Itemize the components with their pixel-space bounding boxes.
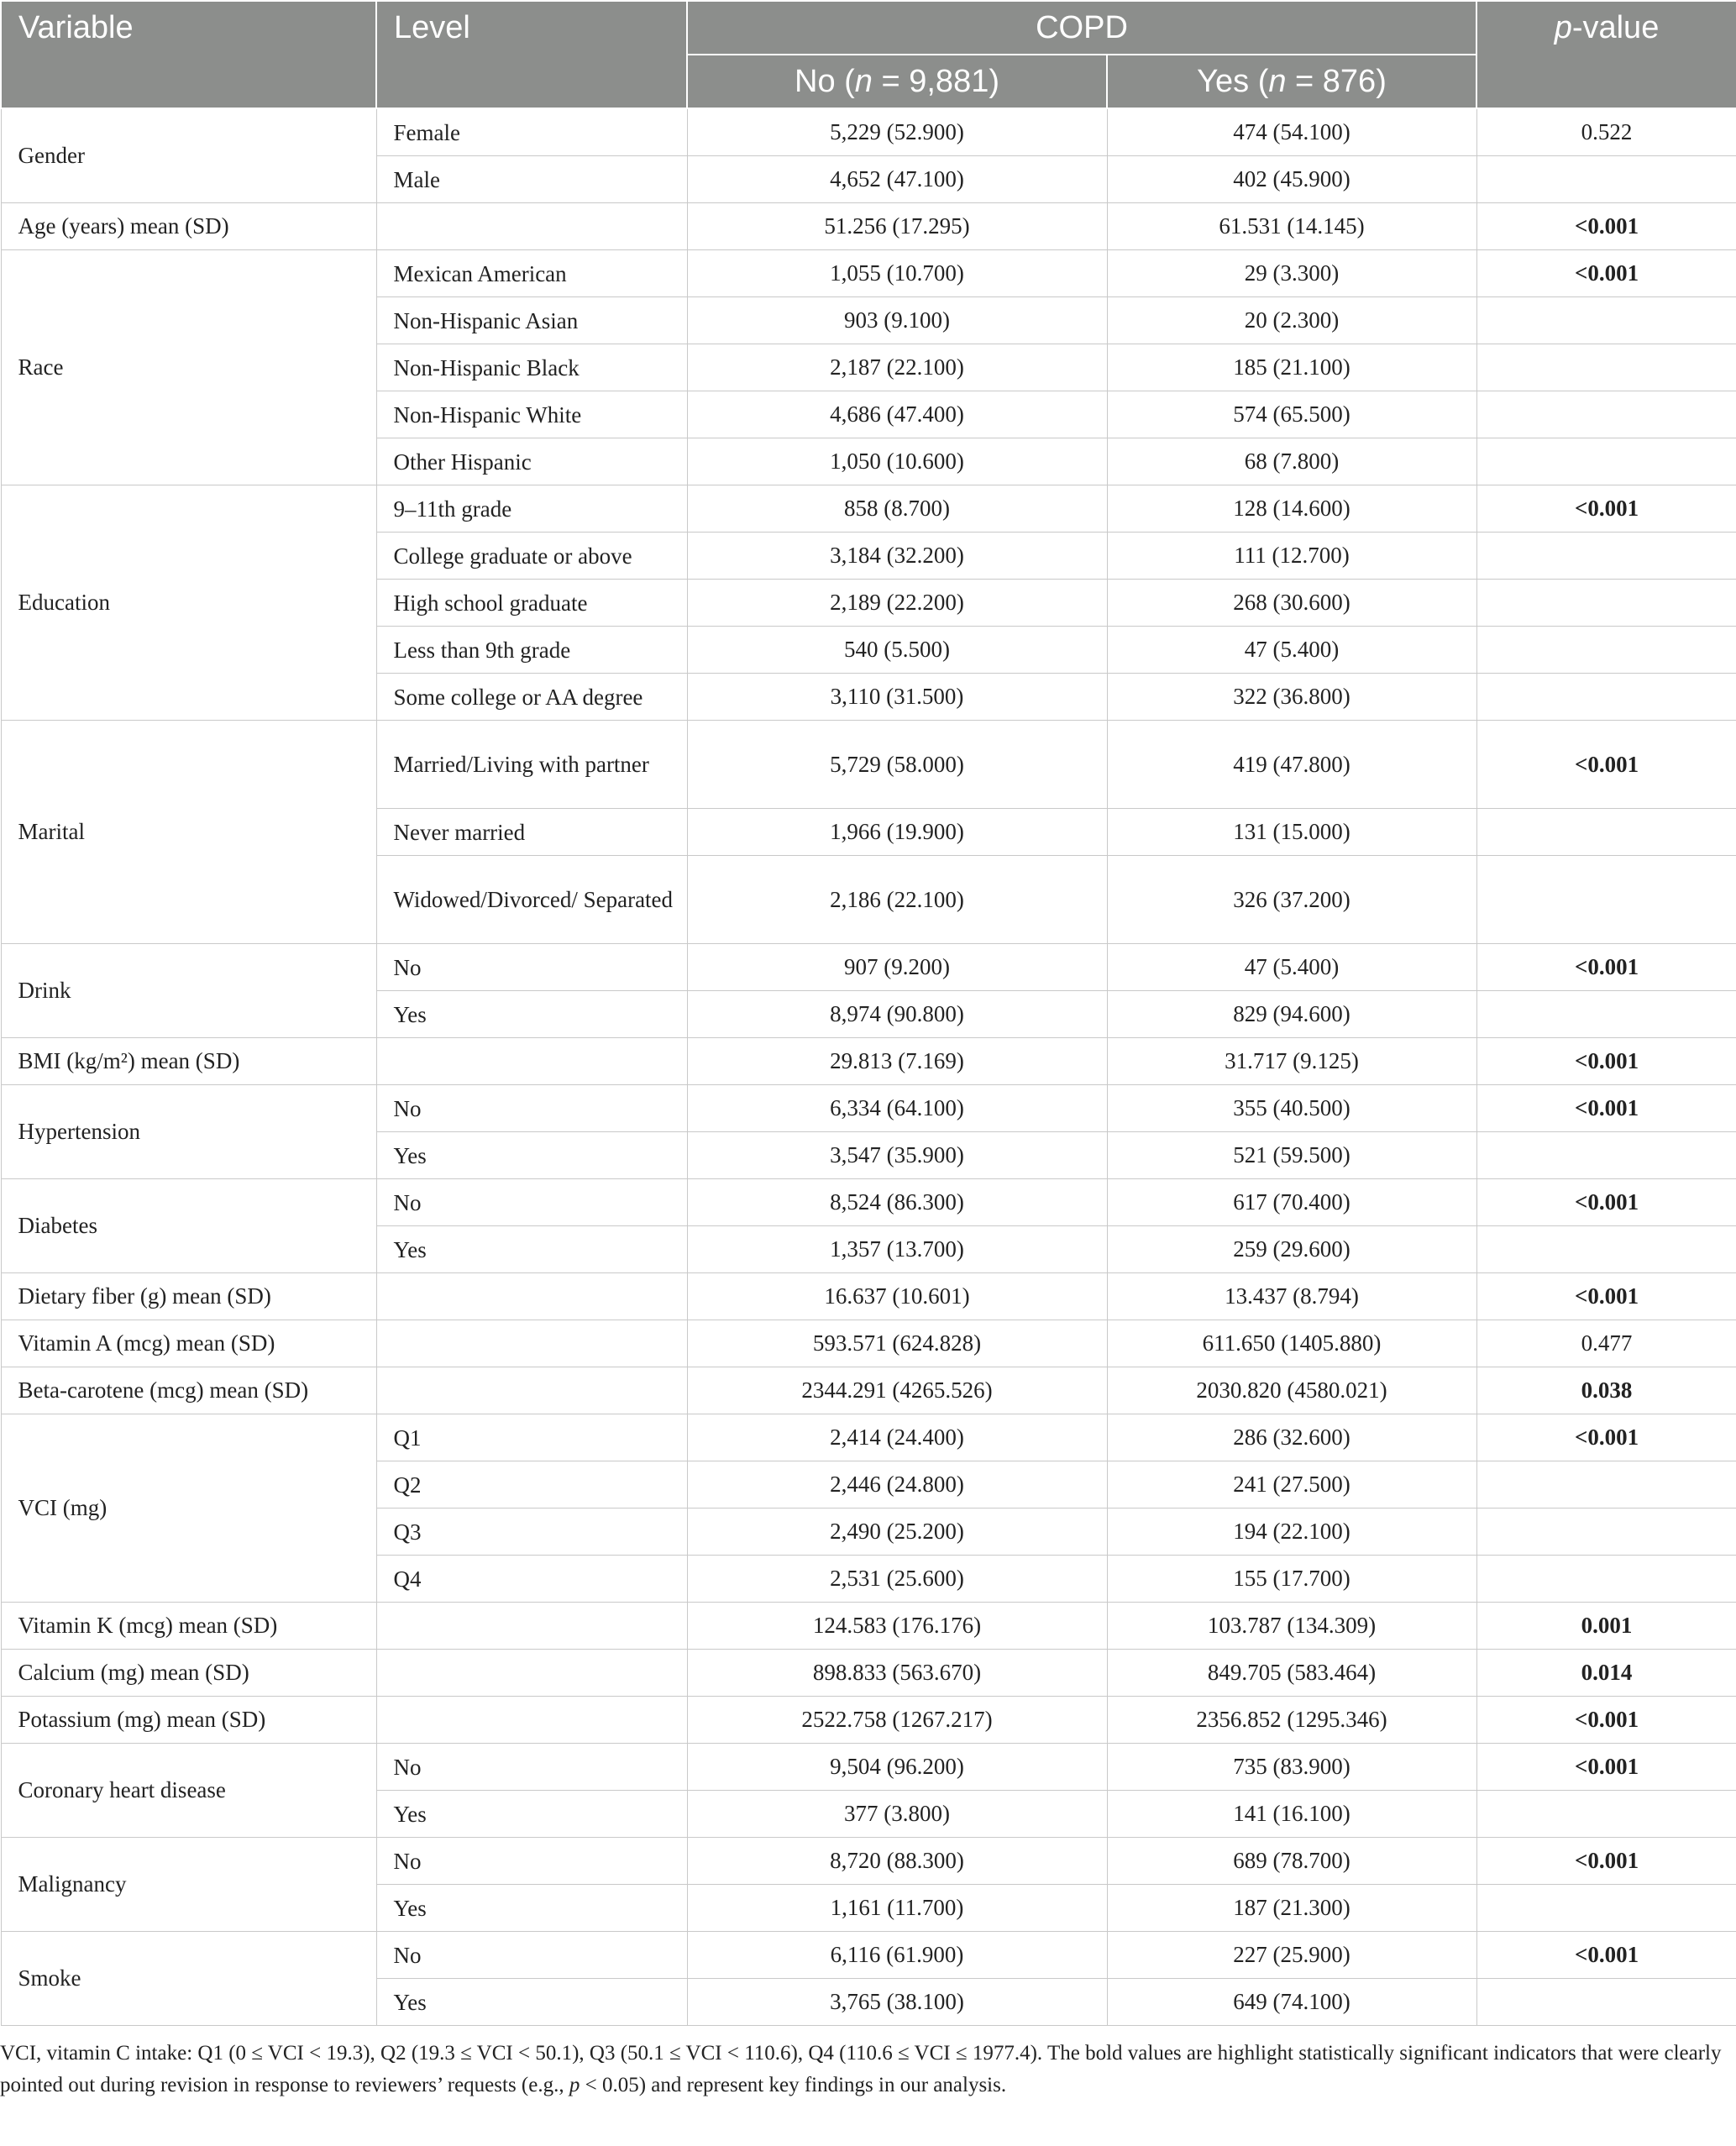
cell-level: Some college or AA degree [376, 674, 687, 721]
table-footnote [0, 2026, 1736, 2101]
table-row [1, 1038, 1736, 1085]
cell-level: Yes [376, 1226, 687, 1273]
table-row [1, 1273, 1736, 1320]
cell-copd-yes: 131 (15.000) [1107, 809, 1476, 856]
cell-level: College graduate or above [376, 533, 687, 580]
cell-p-value: <0.001 [1476, 1179, 1736, 1226]
cell-level: Yes [376, 1791, 687, 1838]
cell-level: No [376, 1179, 687, 1226]
cell-variable: VCI (mg) [1, 1414, 376, 1603]
cell-p-value: <0.001 [1476, 1697, 1736, 1744]
cell-copd-yes: 617 (70.400) [1107, 1179, 1476, 1226]
header-copd-no [687, 55, 1107, 108]
table-row [1, 944, 1736, 991]
cell-level: Q3 [376, 1508, 687, 1556]
cell-level: Yes [376, 1885, 687, 1932]
header-no-n: n [854, 64, 873, 99]
cell-p-value: 0.522 [1476, 108, 1736, 156]
cell-copd-yes: 521 (59.500) [1107, 1132, 1476, 1179]
cell-copd-no: 377 (3.800) [687, 1791, 1107, 1838]
cell-copd-yes: 402 (45.900) [1107, 156, 1476, 203]
cell-p-value [1476, 156, 1736, 203]
cell-p-value [1476, 391, 1736, 438]
cell-copd-yes: 2030.820 (4580.021) [1107, 1367, 1476, 1414]
table-row [1, 1085, 1736, 1132]
cell-copd-yes: 574 (65.500) [1107, 391, 1476, 438]
cell-copd-yes: 268 (30.600) [1107, 580, 1476, 627]
header-yes-prefix: Yes ( [1197, 64, 1269, 99]
cell-copd-yes: 155 (17.700) [1107, 1556, 1476, 1603]
cell-variable: Calcium (mg) mean (SD) [1, 1650, 376, 1697]
cell-copd-no: 2,531 (25.600) [687, 1556, 1107, 1603]
cell-copd-no: 8,974 (90.800) [687, 991, 1107, 1038]
cell-variable: Smoke [1, 1932, 376, 2026]
header-yes-n: n [1268, 64, 1287, 99]
cell-level: No [376, 1932, 687, 1979]
cell-copd-yes: 141 (16.100) [1107, 1791, 1476, 1838]
cell-p-value: <0.001 [1476, 1273, 1736, 1320]
cell-p-value [1476, 856, 1736, 944]
footnote-part1: VCI, vitamin C intake: Q1 (0 ≤ VCI < 19.3), Q2 (19.3 ≤ VCI < 50.1), Q3 (50.1 ≤ VCI < 110.6), Q4 (110.6 ≤ VCI ≤ 1977.4). The bold values are highlight statistically significant indicators that were clearly pointed out during revision in response to reviewers’ requests (e.g., [0, 2042, 1722, 2096]
cell-copd-yes: 187 (21.300) [1107, 1885, 1476, 1932]
table-row [1, 1697, 1736, 1744]
cell-copd-yes: 61.531 (14.145) [1107, 203, 1476, 250]
cell-copd-yes: 355 (40.500) [1107, 1085, 1476, 1132]
cell-copd-no: 1,050 (10.600) [687, 438, 1107, 485]
cell-p-value [1476, 533, 1736, 580]
cell-copd-yes: 611.650 (1405.880) [1107, 1320, 1476, 1367]
cell-copd-no: 540 (5.500) [687, 627, 1107, 674]
cell-copd-no: 898.833 (563.670) [687, 1650, 1107, 1697]
cell-level [376, 1367, 687, 1414]
cell-p-value [1476, 1885, 1736, 1932]
table-row [1, 1320, 1736, 1367]
table-row [1, 721, 1736, 809]
table-row [1, 1744, 1736, 1791]
header-copd-yes [1107, 55, 1476, 108]
table-row [1, 1932, 1736, 1979]
cell-copd-yes: 20 (2.300) [1107, 297, 1476, 344]
cell-level: High school graduate [376, 580, 687, 627]
cell-p-value: <0.001 [1476, 721, 1736, 809]
cell-copd-no: 6,116 (61.900) [687, 1932, 1107, 1979]
cell-p-value: <0.001 [1476, 1085, 1736, 1132]
cell-level: Yes [376, 1132, 687, 1179]
cell-level: Yes [376, 991, 687, 1038]
cell-level: Q4 [376, 1556, 687, 1603]
footnote-p-italic: p [569, 2074, 580, 2096]
cell-level: Q1 [376, 1414, 687, 1461]
cell-variable: Coronary heart disease [1, 1744, 376, 1838]
cell-copd-no: 4,686 (47.400) [687, 391, 1107, 438]
cell-level: No [376, 1838, 687, 1885]
cell-p-value: <0.001 [1476, 1038, 1736, 1085]
cell-variable: Vitamin K (mcg) mean (SD) [1, 1603, 376, 1650]
cell-level: Mexican American [376, 250, 687, 297]
cell-p-value: 0.477 [1476, 1320, 1736, 1367]
cell-p-value [1476, 580, 1736, 627]
cell-level [376, 1650, 687, 1697]
cell-p-value: 0.038 [1476, 1367, 1736, 1414]
table-row [1, 1838, 1736, 1885]
cell-p-value [1476, 809, 1736, 856]
cell-copd-yes: 13.437 (8.794) [1107, 1273, 1476, 1320]
cell-level: No [376, 1744, 687, 1791]
table-row [1, 1603, 1736, 1650]
table-row [1, 1414, 1736, 1461]
cell-level: Less than 9th grade [376, 627, 687, 674]
cell-variable: Gender [1, 108, 376, 203]
header-no-suffix: = 9,881) [872, 64, 999, 99]
cell-copd-no: 2,446 (24.800) [687, 1461, 1107, 1508]
cell-p-value [1476, 344, 1736, 391]
cell-copd-no: 593.571 (624.828) [687, 1320, 1107, 1367]
cell-level [376, 203, 687, 250]
cell-p-value: <0.001 [1476, 944, 1736, 991]
cell-level: Non-Hispanic White [376, 391, 687, 438]
cell-copd-yes: 128 (14.600) [1107, 485, 1476, 533]
cell-copd-no: 3,547 (35.900) [687, 1132, 1107, 1179]
cell-copd-yes: 103.787 (134.309) [1107, 1603, 1476, 1650]
cell-level: Yes [376, 1979, 687, 2026]
cell-level [376, 1273, 687, 1320]
table-header [1, 1, 1736, 108]
cell-p-value [1476, 1226, 1736, 1273]
cell-copd-yes: 689 (78.700) [1107, 1838, 1476, 1885]
table-row [1, 1367, 1736, 1414]
cell-variable: Marital [1, 721, 376, 944]
cell-copd-no: 903 (9.100) [687, 297, 1107, 344]
cell-copd-yes: 31.717 (9.125) [1107, 1038, 1476, 1085]
cell-copd-no: 5,729 (58.000) [687, 721, 1107, 809]
cell-level: Q2 [376, 1461, 687, 1508]
header-no-prefix: No ( [795, 64, 855, 99]
cell-copd-no: 1,055 (10.700) [687, 250, 1107, 297]
cell-level: Never married [376, 809, 687, 856]
cell-copd-yes: 649 (74.100) [1107, 1979, 1476, 2026]
header-copd: COPD [687, 1, 1476, 55]
cell-copd-yes: 194 (22.100) [1107, 1508, 1476, 1556]
table-row [1, 1650, 1736, 1697]
cell-copd-yes: 47 (5.400) [1107, 627, 1476, 674]
table-row [1, 250, 1736, 297]
cell-copd-no: 2,414 (24.400) [687, 1414, 1107, 1461]
cell-copd-no: 8,524 (86.300) [687, 1179, 1107, 1226]
cell-copd-no: 2,187 (22.100) [687, 344, 1107, 391]
cell-copd-no: 2,186 (22.100) [687, 856, 1107, 944]
cell-p-value: 0.001 [1476, 1603, 1736, 1650]
cell-copd-yes: 326 (37.200) [1107, 856, 1476, 944]
cell-copd-yes: 419 (47.800) [1107, 721, 1476, 809]
cell-copd-no: 9,504 (96.200) [687, 1744, 1107, 1791]
cell-copd-no: 29.813 (7.169) [687, 1038, 1107, 1085]
cell-p-value [1476, 1791, 1736, 1838]
cell-copd-yes: 829 (94.600) [1107, 991, 1476, 1038]
cell-level [376, 1603, 687, 1650]
cell-p-value: <0.001 [1476, 1744, 1736, 1791]
cell-copd-yes: 849.705 (583.464) [1107, 1650, 1476, 1697]
cell-variable: Education [1, 485, 376, 721]
cell-copd-no: 3,184 (32.200) [687, 533, 1107, 580]
cell-copd-no: 2,490 (25.200) [687, 1508, 1107, 1556]
cell-p-value [1476, 1979, 1736, 2026]
cell-copd-no: 2522.758 (1267.217) [687, 1697, 1107, 1744]
table-row [1, 108, 1736, 156]
cell-variable: Age (years) mean (SD) [1, 203, 376, 250]
cell-p-value: <0.001 [1476, 1414, 1736, 1461]
header-yes-suffix: = 876) [1286, 64, 1387, 99]
cell-variable: Dietary fiber (g) mean (SD) [1, 1273, 376, 1320]
header-variable: Variable [1, 1, 376, 108]
cell-p-value: <0.001 [1476, 1932, 1736, 1979]
table-row [1, 485, 1736, 533]
cell-copd-no: 51.256 (17.295) [687, 203, 1107, 250]
cell-level: Other Hispanic [376, 438, 687, 485]
cell-p-value [1476, 627, 1736, 674]
cell-level: Female [376, 108, 687, 156]
cell-copd-no: 2344.291 (4265.526) [687, 1367, 1107, 1414]
header-p-rest: -value [1571, 10, 1660, 45]
cell-copd-no: 907 (9.200) [687, 944, 1107, 991]
cell-copd-yes: 474 (54.100) [1107, 108, 1476, 156]
cell-p-value: <0.001 [1476, 485, 1736, 533]
cell-copd-no: 3,110 (31.500) [687, 674, 1107, 721]
cell-level: Non-Hispanic Black [376, 344, 687, 391]
cell-p-value [1476, 438, 1736, 485]
cell-p-value [1476, 297, 1736, 344]
cell-p-value: <0.001 [1476, 1838, 1736, 1885]
cell-p-value [1476, 674, 1736, 721]
cell-copd-yes: 29 (3.300) [1107, 250, 1476, 297]
cell-level: Married/Living with partner [376, 721, 687, 809]
cell-copd-no: 3,765 (38.100) [687, 1979, 1107, 2026]
cell-level [376, 1697, 687, 1744]
cell-copd-yes: 68 (7.800) [1107, 438, 1476, 485]
cell-variable: Malignancy [1, 1838, 376, 1932]
cell-variable: Hypertension [1, 1085, 376, 1179]
cell-p-value [1476, 1556, 1736, 1603]
cell-variable: BMI (kg/m²) mean (SD) [1, 1038, 376, 1085]
cell-copd-yes: 2356.852 (1295.346) [1107, 1697, 1476, 1744]
cell-level: Non-Hispanic Asian [376, 297, 687, 344]
header-p-value [1476, 1, 1736, 108]
cell-variable: Diabetes [1, 1179, 376, 1273]
cell-level: No [376, 1085, 687, 1132]
table-row [1, 203, 1736, 250]
cell-variable: Drink [1, 944, 376, 1038]
cell-copd-no: 6,334 (64.100) [687, 1085, 1107, 1132]
cell-p-value: <0.001 [1476, 203, 1736, 250]
cell-copd-no: 16.637 (10.601) [687, 1273, 1107, 1320]
cell-copd-yes: 227 (25.900) [1107, 1932, 1476, 1979]
footnote-part2: < 0.05) and represent key findings in our analysis. [580, 2074, 1007, 2096]
cell-copd-no: 1,966 (19.900) [687, 809, 1107, 856]
header-level: Level [376, 1, 687, 108]
cell-copd-no: 1,161 (11.700) [687, 1885, 1107, 1932]
cell-p-value: <0.001 [1476, 250, 1736, 297]
cell-level [376, 1320, 687, 1367]
cell-copd-no: 124.583 (176.176) [687, 1603, 1107, 1650]
cell-copd-yes: 185 (21.100) [1107, 344, 1476, 391]
cell-variable: Vitamin A (mcg) mean (SD) [1, 1320, 376, 1367]
cell-level: 9–11th grade [376, 485, 687, 533]
cell-copd-yes: 241 (27.500) [1107, 1461, 1476, 1508]
cell-copd-yes: 735 (83.900) [1107, 1744, 1476, 1791]
cell-copd-no: 858 (8.700) [687, 485, 1107, 533]
cell-variable: Beta-carotene (mcg) mean (SD) [1, 1367, 376, 1414]
cell-level [376, 1038, 687, 1085]
cell-copd-no: 4,652 (47.100) [687, 156, 1107, 203]
cell-level: Male [376, 156, 687, 203]
cell-copd-no: 1,357 (13.700) [687, 1226, 1107, 1273]
cell-copd-yes: 259 (29.600) [1107, 1226, 1476, 1273]
table-row [1, 1179, 1736, 1226]
cell-variable: Race [1, 250, 376, 485]
cell-p-value [1476, 1508, 1736, 1556]
cell-copd-no: 5,229 (52.900) [687, 108, 1107, 156]
cell-p-value [1476, 991, 1736, 1038]
cell-copd-no: 2,189 (22.200) [687, 580, 1107, 627]
table-body [1, 108, 1736, 2026]
cell-p-value [1476, 1461, 1736, 1508]
cell-p-value [1476, 1132, 1736, 1179]
cell-copd-yes: 111 (12.700) [1107, 533, 1476, 580]
cell-copd-yes: 322 (36.800) [1107, 674, 1476, 721]
cell-variable: Potassium (mg) mean (SD) [1, 1697, 376, 1744]
cell-level: Widowed/Divorced/ Separated [376, 856, 687, 944]
header-p-italic: p [1554, 10, 1572, 45]
cell-p-value: 0.014 [1476, 1650, 1736, 1697]
cell-copd-no: 8,720 (88.300) [687, 1838, 1107, 1885]
cell-level: No [376, 944, 687, 991]
cell-copd-yes: 47 (5.400) [1107, 944, 1476, 991]
cell-copd-yes: 286 (32.600) [1107, 1414, 1476, 1461]
